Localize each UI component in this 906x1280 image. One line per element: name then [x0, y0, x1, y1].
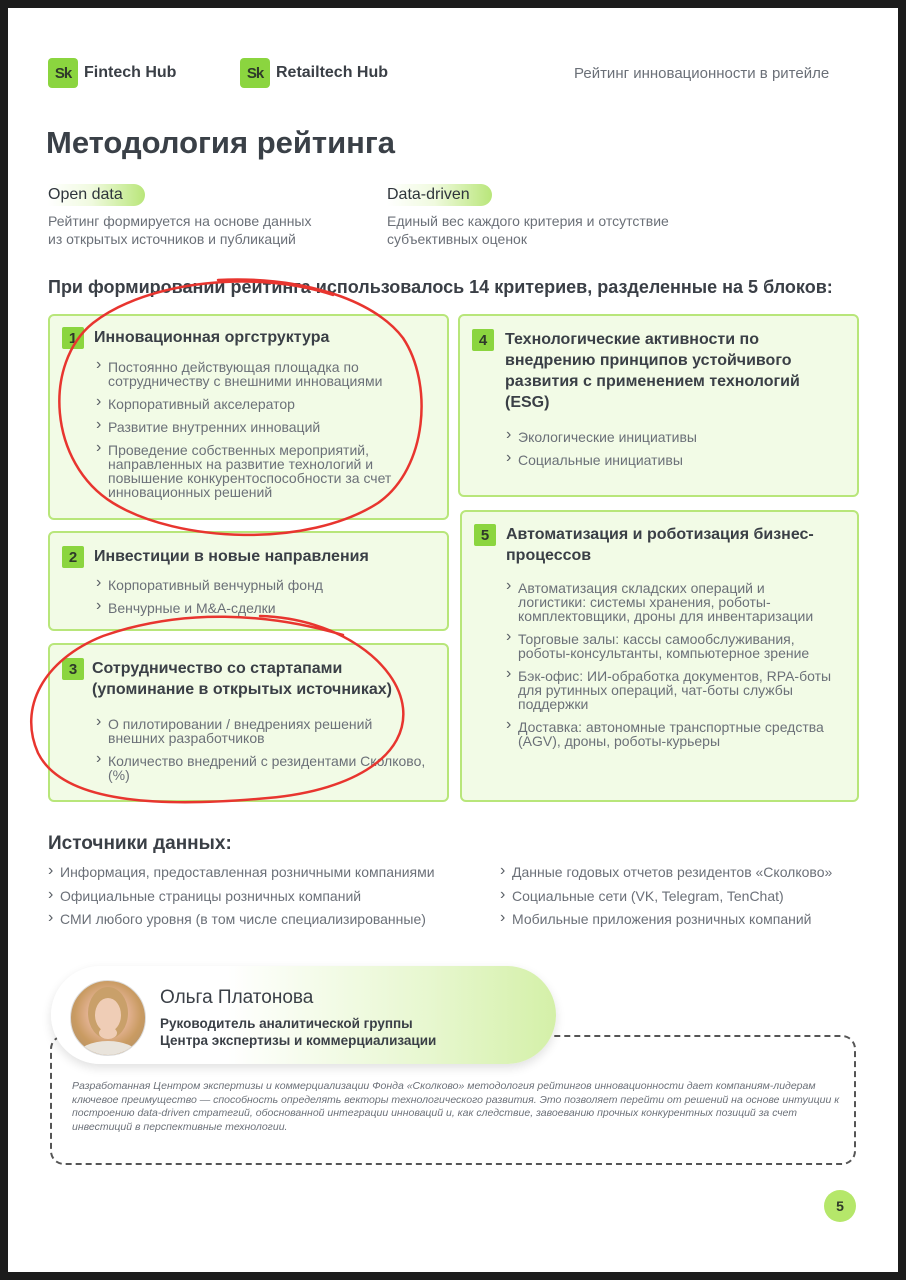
- fintech-hub-logo: [48, 58, 176, 88]
- retailtech-hub-label: Retailtech Hub: [276, 64, 389, 81]
- list-item: › Доставка: автономные транспортные средства (AGV), дроны, роботы-курьеры: [506, 720, 836, 748]
- list-item: › Развитие внутренних инноваций: [96, 420, 431, 434]
- list-item: › Социальные инициативы: [506, 453, 841, 467]
- avatar: [70, 980, 146, 1056]
- block-title: Автоматизация и роботизация бизнес-процессов: [506, 526, 814, 564]
- retailtech-hub-logo: [240, 58, 388, 88]
- criteria-heading: При формировании рейтинга использовалось 14 критериев, разделенные на 5 блоков:: [48, 277, 833, 297]
- sources-left-list: [48, 864, 435, 935]
- source-item: › Официальные страницы розничных компаний: [48, 888, 435, 912]
- list-item: › О пилотировании / внедрениях решений внешних разработчиков: [96, 717, 431, 745]
- source-item: › Информация, предоставленная розничными компаниями: [48, 864, 435, 888]
- list-item: › Количество внедрений с резидентами Сколково, (%): [96, 754, 431, 782]
- principle-description: из открытых источников и публикаций: [48, 231, 296, 247]
- block-items: [96, 578, 431, 624]
- expert-role-line: Руководитель аналитической группы: [160, 1016, 413, 1031]
- block-items: [506, 430, 841, 476]
- list-item: › Торговые залы: кассы самообслуживания, роботы-консультанты, компьютерное зрение: [506, 632, 836, 660]
- document-page: [8, 8, 898, 1272]
- principle-label: Open data: [48, 184, 145, 206]
- fintech-hub-label: Fintech Hub: [84, 64, 177, 81]
- principle-description: Рейтинг формируется на основе данных: [48, 213, 312, 229]
- source-item: › Данные годовых отчетов резидентов «Сколково»: [500, 864, 832, 888]
- principle-description: субъективных оценок: [387, 231, 527, 247]
- principle-description: Единый вес каждого критерия и отсутствие: [387, 213, 669, 229]
- block-title: Инновационная оргструктура: [94, 329, 330, 346]
- block-number: 4: [472, 329, 494, 351]
- list-item: › Корпоративный венчурный фонд: [96, 578, 431, 592]
- block-number: 1: [62, 327, 84, 349]
- sk-logo-icon: Sk: [240, 58, 270, 88]
- list-item: › Экологические инициативы: [506, 430, 841, 444]
- block-items: [96, 717, 431, 791]
- sources-title: Источники данных:: [48, 833, 232, 854]
- page-title: Методология рейтинга: [46, 125, 396, 160]
- expert-role: [160, 1015, 436, 1049]
- block-number: 3: [62, 658, 84, 680]
- list-item: › Венчурные и M&A-сделки: [96, 601, 431, 615]
- list-item: › Автоматизация складских операций и логистики: системы хранения, роботы-комплектовщики, дроны для инвентаризации: [506, 581, 836, 623]
- principle-open-data: [48, 184, 312, 248]
- block-5-card: [460, 510, 859, 802]
- block-1-card: [48, 314, 449, 520]
- sources-right-list: [500, 864, 832, 935]
- source-item: › Мобильные приложения розничных компаний: [500, 911, 832, 935]
- principle-data-driven: [387, 184, 669, 248]
- principle-label: Data-driven: [387, 184, 492, 206]
- block-title: Сотрудничество со стартапами (упоминание в открытых источниках): [92, 660, 392, 698]
- source-item: › Социальные сети (VK, Telegram, TenChat): [500, 888, 832, 912]
- block-items: [96, 360, 431, 508]
- sk-logo-icon: Sk: [48, 58, 78, 88]
- expert-quote: Разработанная Центром экспертизы и коммерциализации Фонда «Сколково» методология рейтингов инновационности дает компаниям-лидерам ключевое преимущество — способность определять векторы технологического развития. Это позволяет перейти от решений на основе интуиции к построению data-driven стратегий, обоснованной интеграции инноваций и, как следствие, завоеванию прочных конкурентных позиций за счет инвестиций в перспективные технологии.: [72, 1080, 840, 1133]
- list-item: › Проведение собственных мероприятий, направленных на развитие технологий и повышение конкурентоспособности за счет инновационных решений: [96, 443, 431, 499]
- block-4-card: [458, 314, 859, 497]
- block-title: Технологические активности по внедрению принципов устойчивого развития с применением технологий (ESG): [505, 331, 800, 411]
- report-title: Рейтинг инновационности в ритейле: [574, 65, 830, 82]
- source-item: › СМИ любого уровня (в том числе специализированные): [48, 911, 435, 935]
- block-number: 2: [62, 546, 84, 568]
- list-item: › Корпоративный акселератор: [96, 397, 431, 411]
- list-item: › Бэк-офис: ИИ-обработка документов, RPA-боты для рутинных операций, чат-боты службы поддержки: [506, 669, 836, 711]
- expert-name: Ольга Платонова: [160, 987, 314, 1008]
- expert-role-line: Центра экспертизы и коммерциализации: [160, 1033, 437, 1048]
- block-items: [506, 581, 836, 757]
- block-title: Инвестиции в новые направления: [94, 548, 369, 565]
- block-number: 5: [474, 524, 496, 546]
- block-3-card: [48, 643, 449, 802]
- block-2-card: [48, 531, 449, 631]
- list-item: › Постоянно действующая площадка по сотрудничеству с внешними инновациями: [96, 360, 431, 388]
- page-number: 5: [824, 1190, 856, 1222]
